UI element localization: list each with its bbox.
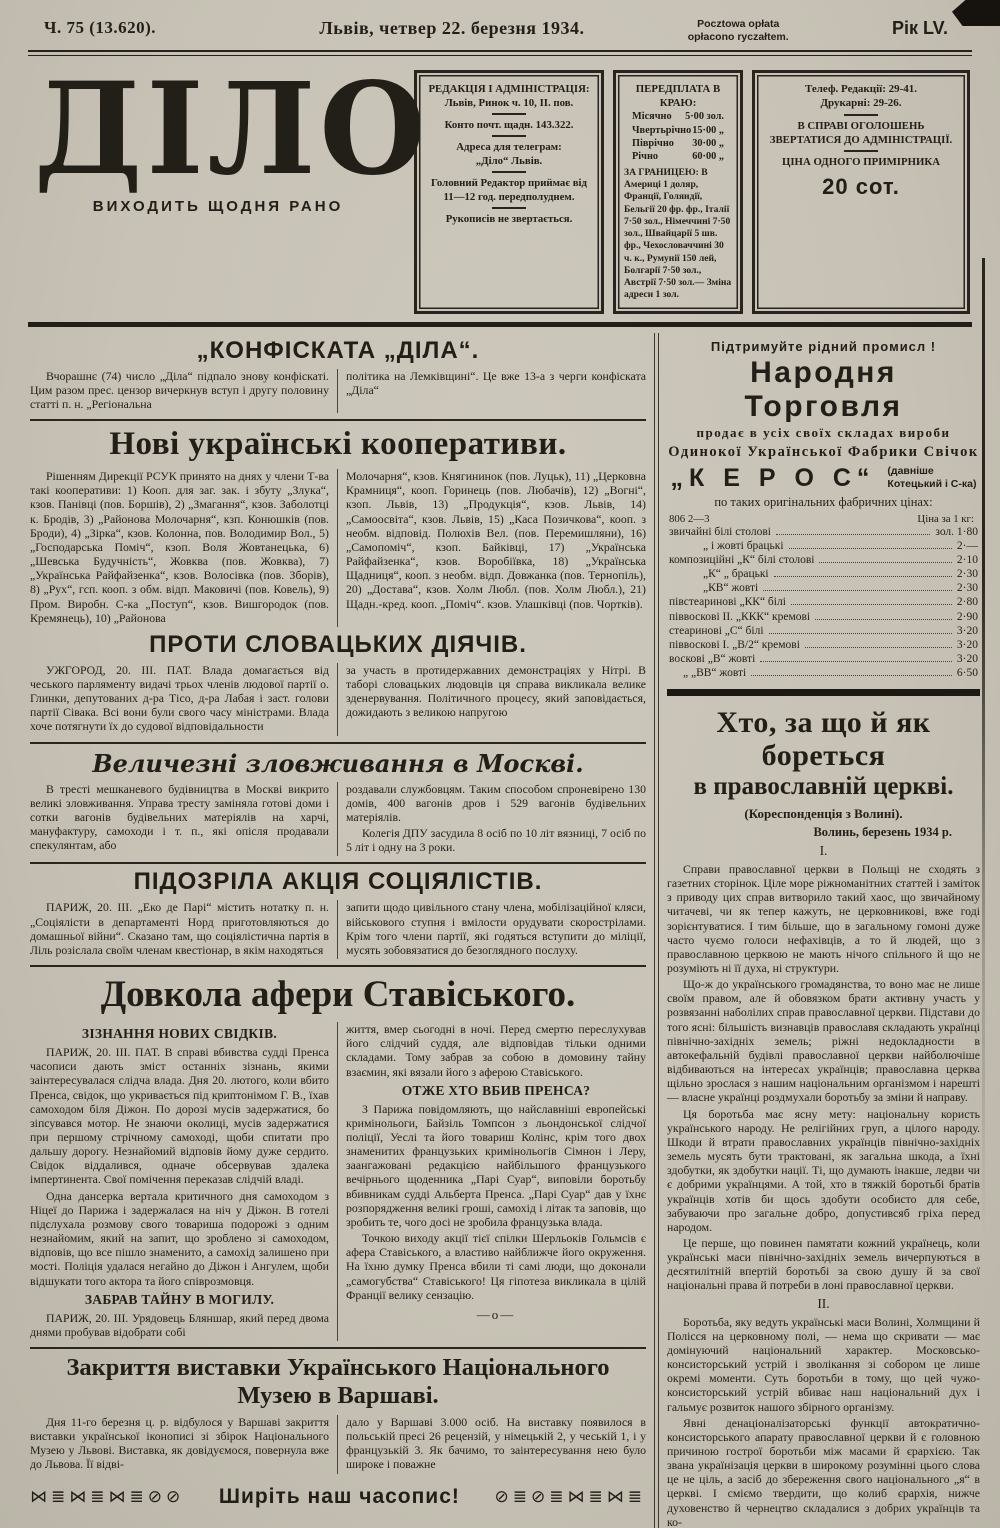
rate-label: Піврічно bbox=[632, 138, 674, 149]
dot-leader bbox=[819, 562, 951, 563]
column-1 bbox=[30, 1022, 338, 1341]
column-text: життя, вмер сьогодні в ночі. Перед смертю переслухував його слідчий суддя, але відповідав тільки одними складами. Тому забрав за собою в домовину тайну взаємин, які вязали його з аферою Ставіського. bbox=[346, 1022, 646, 1079]
price-row bbox=[669, 554, 978, 567]
postal-line-1: Pocztowa opłata bbox=[697, 18, 780, 30]
price-value: зол. 1·80 bbox=[935, 525, 978, 538]
article-columns bbox=[30, 663, 646, 736]
box-divider bbox=[492, 171, 526, 173]
dot-leader bbox=[789, 548, 952, 549]
article-stavisky bbox=[30, 973, 646, 1349]
box-divider bbox=[492, 135, 526, 137]
article-slovak bbox=[30, 631, 646, 744]
column-text: за участь в протидержавних демонстраціях у Нітрі. В таборі словацьких людовців ця справа викликала велике зденервування. Політичного процесу, який заповідається, дожидають з великою напругою bbox=[346, 662, 646, 720]
article-paragraph: Ця боротьба має ясну мету: національну користь українського народу. Не релігійних груп, а цілого народу. Шкоди й втрати православних українців північно-західніх земель мусять бути трактовані, як загальна шкода, а їхні здобутки, як здобутки нації. Ті, що думають інакше, ледви чи є добрими українцями. А той, хто в тяжкій боротьбі братів українців хотів би щось здобути особисто для себе, забуваючи про загальне добро, допустивсяб гріха перед народом. bbox=[667, 1106, 980, 1234]
ad-price-intro: по таких оригінальних фабричних цінах: bbox=[714, 494, 933, 509]
article-divider bbox=[30, 1347, 646, 1349]
logo-block bbox=[34, 53, 430, 313]
column-2 bbox=[338, 663, 646, 736]
price-label: воскові „В“ жовті bbox=[669, 652, 756, 665]
column-1 bbox=[30, 782, 338, 857]
column-text: дало у Варшаві 3.000 осіб. На виставку появилося в польській пресі 26 рецензій, у німецькій 2, у чеській 1, і у французькій 3. Як бачимо, то заінтересування нею було широке і поважне bbox=[346, 1415, 646, 1472]
dot-leader bbox=[805, 647, 952, 648]
headline-line-2: в православній церкві. bbox=[693, 772, 954, 800]
editorial-box bbox=[414, 70, 604, 313]
subheadline: ОТЖЕ ХТО ВБИВ ПРЕНСА? bbox=[401, 1082, 591, 1098]
article-paragraph: Що-ж до українського громадянства, то воно має не лише своїм правом, але й обовязком брати активну участь у розвязанні наболілих справ православної церкви. Підстави до того ясні: більшість визнавців православя складають українці північно-західніх земель; ріжні недокладности в автокефальній будівлі православної церкви найболючіше відбиваються на інтересах українців; православна церква щільно зрослася з нашим національним організмом і нарешті — власне українці роздмухали боротьбу за зміни й направу. bbox=[667, 977, 980, 1105]
rate-value: 5·00 зол. bbox=[685, 111, 724, 123]
postal-line-2: opłacono ryczałtem. bbox=[687, 30, 789, 43]
left-section bbox=[30, 333, 646, 1528]
rate-label: Річно bbox=[632, 151, 659, 163]
price-label: звичайні білі столові bbox=[669, 525, 771, 538]
headline: Закриття виставки Українського Національного Музею в Варшаві. bbox=[66, 1354, 610, 1410]
editorial-hours: Головний Редактор приймає від 11—12 год. передполуднем. bbox=[430, 177, 587, 204]
dot-leader bbox=[791, 604, 952, 605]
column-text: ПАРИЖ, 20. III. ПАТ. В справі вбивства судді Пренса часописи дають зміст останніх зізнань, якими заінтересувалася слідча влада. Дня 20. лютого, коли вбито Пренса, свідок, що укривається під криптонімом Г. В., їхав самоходом біля Діжон. По дорозі мусів задержатися, бо зіпсувався мотор. Не знаючи околиці, мусів задержатися при першому стрічному самоході, щоби спитати про дальшу дорогу. Незнайомий відповів йому дуже сердито. Свідок віддалився, одначе обсервував здалека імпертинента. Свої помічення переказав слідчій владі. bbox=[30, 1045, 329, 1187]
price-row bbox=[669, 611, 978, 624]
price-label: піввоскові II. „ККК“ кремові bbox=[669, 610, 811, 623]
subscription-title: ПЕРЕДПЛАТА В КРАЮ: bbox=[635, 83, 721, 110]
article-columns bbox=[30, 1415, 646, 1474]
column-2 bbox=[338, 782, 646, 857]
right-section bbox=[667, 333, 980, 1528]
headline: Величезні зловживання в Москві. bbox=[92, 748, 584, 778]
rate-value: 60·00 „ bbox=[692, 151, 724, 163]
column-text: УЖГОРОД, 20. III. ПАТ. Влада домагається від чеського парляменту видачі трьох членів людової партії о. Глинки, депутованих д-ра Тісо, д-ра Лабая і заст. голови партії Сівака. Всі вони були свого часу міністрами. Влада хоче потягнути їх до судової відповідальности bbox=[30, 662, 329, 734]
price-value: 6·50 bbox=[956, 667, 978, 680]
copy-price-label: ЦІНА ОДНОГО ПРИМІРНИКА bbox=[781, 155, 941, 168]
column-1 bbox=[30, 369, 338, 413]
price-value: 3·20 bbox=[956, 638, 978, 651]
article-paragraph: Явні денаціоналізаторські функції автократично-консисторського апарату православної церкви й є головною причиною гострої боротьби між масами й єрархією. Так звана українізація церкви в широкому розумінні цього слова це не ціль, а засіб до збереження свого національного „я“ в церкві. І сміємо твердити, що колиб єрархія, нижче духовенство й чернецтво складалися з добрих українців та ко- bbox=[667, 1415, 980, 1528]
box-divider bbox=[844, 114, 878, 116]
ad-title: Народня Торговля bbox=[744, 355, 903, 423]
column-text: запити щодо цивільного стану члена, мобілізаційної кляси, військового ступня і вмілости орудувати скорострілами. Крім того члени партії, які годяться вступити до міліції, мусять зобовязатися до безоглядного послуху. bbox=[346, 900, 646, 957]
column-1 bbox=[30, 1415, 338, 1474]
brand-note-1: (давніше bbox=[887, 465, 934, 478]
newspaper-logo: ДІЛО bbox=[34, 53, 430, 204]
price-label: композиційні „К“ білі столові bbox=[669, 553, 815, 566]
article-columns bbox=[30, 1022, 646, 1341]
article-columns bbox=[30, 782, 646, 857]
ad-slogan: Підтримуйте рідний промисл ! bbox=[710, 338, 937, 354]
price-value: 2·30 bbox=[956, 582, 978, 595]
ad-line-1: продає в усіх своїх складах вироби bbox=[696, 424, 951, 440]
ad-ref-number: 806 2—3 bbox=[669, 512, 710, 525]
article-konfiskata bbox=[30, 337, 646, 421]
price-label: півстеаринові „КК“ білі bbox=[669, 596, 786, 609]
column-text: Рішенням Дирекції РСУК принято на днях у члени Т-ва такі кооперативи: 1) Кооп. для заг. зак. і збуту „Злука“, кзов. Панівці (пов. Боршів), 2) „Змагання“, кзов. Заболотці к. Бродів, 3) „Районова Молочарня“, кзп. Конюшків (пов. Броди), 4) „Зірка“, кзов. Колонна, пов. Володимир Вол., 5) „Господарська Поміч“, кзоп. Воля Жовтанецька, 6) „Шевська Будучність“, Жовква (пов. Жовква), 7) „Українська Райфайзенка“, кзов. Волосівка (пов. Зборів), 8) „Рух“, гсп. кооп. з обм. відп. Маковичі (пов. Ковель), 9) Пром. Виробн. С-ка „Поступ“, кзов. Вишгородок (пов. Кремянець), 10) „Районова bbox=[30, 469, 329, 625]
top-header-row bbox=[0, 0, 1000, 47]
rate-row bbox=[624, 110, 732, 123]
article-dateline: Волинь, березень 1934 р. bbox=[813, 824, 952, 839]
rate-row bbox=[624, 124, 732, 137]
dot-leader bbox=[769, 633, 952, 634]
copy-price: 20 сот. bbox=[822, 173, 900, 199]
subscription-abroad: ЗА ГРАНИЦЕЮ: В Америці 1 доляр, Франції, Голяндії, Бельгії 20 фр. фр., Італії 7·50 зол., Німеччині 7·50 зол., Швайцарії 5 шв. фр., Чехословаччині 30 ч. к., Румунії 150 лей, Болгарії 7·50 зол., Австрії 7·50 зол.— Зміна адреси 1 зол. bbox=[624, 166, 732, 301]
price-label: „К“ „ брацькі bbox=[703, 568, 769, 581]
price-label: „КВ“ жовті bbox=[703, 582, 759, 595]
subheadline: ЗІЗНАННЯ НОВИХ СВІДКІВ. bbox=[81, 1026, 278, 1042]
headline: Нові українські кооперативи. bbox=[109, 426, 567, 463]
masthead bbox=[0, 53, 1000, 319]
price-row bbox=[669, 625, 978, 638]
article-columns bbox=[30, 369, 646, 413]
column-text: З Парижа повідомляють, що найславніші европейські кримінольоги, Байзіль Томпсон з льондонської слідчої поліції, Уеслі та його товариш Колінс, крім того двох знаменитих французьких кримінольогів Сімнон і Леру, заангажовані редакцією найбільшого французького вечірнього щоденника „Парі Суар“, виповіли боротьбу вбивникам судді Альберта Пренса. „Парі Суар“ дав у їхнє розпорядження великі гроші, самохід і літак та заповів, що зробить те, чого досі не зробила французька влада. bbox=[346, 1101, 646, 1229]
price-value: 3·20 bbox=[956, 624, 978, 637]
price-row bbox=[669, 639, 978, 652]
dot-leader bbox=[774, 576, 952, 577]
ornament-right-icon: ⊘≣⊘≣⋈≣⋈≣ bbox=[494, 1486, 646, 1507]
ornament-left-icon: ⋈≣⋈≣⋈≣⊘⊘ bbox=[30, 1486, 185, 1507]
price-label: „ „ВВ“ жовті bbox=[683, 667, 747, 680]
article-moscow bbox=[30, 749, 646, 865]
masthead-boxes bbox=[414, 70, 970, 313]
column-text: Колегія ДПУ засудила 8 осіб по 10 літ вязниці, 7 осіб по 5 літ і одну на 3 роки. bbox=[346, 826, 646, 855]
byline: (Кореспонденція з Волині). bbox=[744, 805, 903, 821]
article-church bbox=[667, 706, 980, 1528]
price-row bbox=[669, 667, 978, 680]
price-value: 2·80 bbox=[956, 596, 978, 609]
article-cooperatives bbox=[30, 426, 646, 627]
phone-editorial: Телеф. Редакції: 29-41. bbox=[804, 83, 918, 96]
editorial-manuscripts: Рукописів не звертається. bbox=[445, 213, 573, 226]
box-divider bbox=[844, 150, 878, 152]
column-2 bbox=[338, 369, 646, 413]
price-table bbox=[667, 526, 980, 680]
price-value: 3·20 bbox=[956, 652, 978, 665]
column-2 bbox=[338, 1022, 646, 1341]
price-row bbox=[669, 526, 978, 539]
price-table-head bbox=[667, 513, 980, 526]
ad-narodnia-torhovlia bbox=[667, 333, 980, 680]
editorial-account: Конто почт. щадн. 143.322. bbox=[444, 119, 574, 132]
article-divider bbox=[30, 419, 646, 421]
rate-row bbox=[624, 137, 732, 150]
price-row bbox=[669, 568, 978, 581]
column-1 bbox=[30, 900, 338, 959]
section-numeral: II. bbox=[817, 1295, 830, 1311]
ads-note: В СПРАВІ ОГОЛОШЕНЬ ЗВЕРТАТИСЯ ДО АДМІНІСТРАЦІЇ. bbox=[769, 119, 953, 146]
article-socialists bbox=[30, 868, 646, 967]
price-row bbox=[669, 653, 978, 666]
brand-name: „К Е Р О С“ bbox=[670, 463, 876, 492]
editorial-telegram-addr: „Діло“ Львів. bbox=[475, 155, 543, 168]
rate-label: Чвертьрічно bbox=[632, 124, 692, 136]
editorial-telegram-label: Адреса для телеграм: bbox=[456, 141, 562, 154]
price-row bbox=[669, 582, 978, 595]
box-divider bbox=[492, 207, 526, 209]
editorial-address: Львів, Ринок ч. 10, II. пов. bbox=[444, 97, 574, 110]
column-text: Вчорашнє (74) число „Діла“ підпало знову конфіскаті. Цим разом прес. цензор вичеркнув вступ і другу половину статті п. н. „Регіональна bbox=[30, 368, 329, 411]
headline: ПІДОЗРІЛА АКЦІЯ СОЦІЯЛІСТІВ. bbox=[133, 868, 543, 896]
box-divider bbox=[492, 113, 526, 115]
column-2 bbox=[338, 900, 646, 959]
promo-text: Ширіть наш часопис! bbox=[218, 1484, 460, 1508]
column-text: ПАРИЖ, 20. III. Урядовець Бляншар, який перед двома днями пробував відобрати собі bbox=[30, 1310, 329, 1339]
rate-value: 30·00 „ bbox=[692, 138, 724, 149]
article-columns bbox=[30, 469, 646, 627]
ad-brand-row bbox=[667, 464, 980, 493]
column-text: Одна дансерка вертала критичного дня самоходом з Ніцеї до Парижа і задержалася на ніч у Діжон. В готелі підслухала розмову свого товариша подорожі з одним незнайомим, який на запит, що зроблено зі самоходом, відповів, що все пішло знаменито, а самохід залишено при мості. Поліція удалася негайно до Діжон і Ангулем, щоби відшукати того актора та його співрозмовця. bbox=[30, 1188, 329, 1288]
brand-note-2: Котецький і С-ка) bbox=[887, 478, 977, 491]
issue-number: Ч. 75 (13.620). bbox=[44, 18, 157, 37]
rate-label: Місячно bbox=[632, 111, 672, 123]
price-value: 2·— bbox=[956, 539, 978, 552]
column-text: Точкою виходу акції тієї спілки Шерльоків Гольмсів є афера Ставіського, а властиво найближче його окруження. На їхню думку Пренса вбили ті самі люди, що доконали „самогубства“ Ставіського! Ця гіпотеза викликала в цілій Франції велику сензацію. bbox=[346, 1231, 646, 1302]
price-label: „ і жовті брацькі bbox=[703, 539, 784, 552]
price-row bbox=[669, 540, 978, 553]
page-edge-line bbox=[982, 258, 985, 1238]
price-value: 2·30 bbox=[956, 568, 978, 581]
column-text: політика на Лемківщині“. Це вже 13-а з черги конфіската „Діла“ bbox=[346, 368, 646, 397]
article-divider bbox=[30, 862, 646, 864]
headline: ПРОТИ СЛОВАЦЬКИХ ДІЯЧІВ. bbox=[149, 630, 527, 658]
dot-leader bbox=[760, 661, 952, 662]
price-value: 2·10 bbox=[956, 553, 978, 566]
article-paragraph: Це перше, що повинен памятати кожний українець, коли українські маси північно-західніх земель вичерпуються в десятилітній впертій боротьбі за свою душу й за свої національні права й потреби в лоні православної церкви. bbox=[667, 1235, 980, 1293]
column-text: роздавали службовцям. Таким способом спроневірено 130 домів, 400 вагонів дров і 529 вагонів будівельних матеріялів. bbox=[346, 781, 646, 824]
price-label: стеаринові „С“ білі bbox=[669, 624, 764, 637]
dot-leader bbox=[763, 590, 952, 591]
price-label: піввоскові I. „В/2“ кремові bbox=[669, 638, 800, 651]
phone-print: Друкарні: 29-26. bbox=[820, 97, 902, 110]
article-divider bbox=[30, 742, 646, 744]
article-warsaw bbox=[30, 1354, 646, 1474]
price-row bbox=[669, 596, 978, 609]
brand-note bbox=[887, 465, 976, 491]
column-text: Дня 11-го березня ц. р. відбулося у Варшаві закриття виставки української іконописі зі збірок Національного Музею у Львові. Виставка, як довідуємося, повернула вже до Львова. Її відві- bbox=[30, 1415, 329, 1472]
publication-year: Рік LV. bbox=[891, 18, 948, 38]
page-content bbox=[0, 327, 1000, 1528]
logo-subtitle: ВИХОДИТЬ ЩОДНЯ РАНО bbox=[92, 198, 344, 216]
section-numeral: I. bbox=[819, 842, 828, 858]
column-2 bbox=[338, 469, 646, 627]
headline-line-1: Хто, за що й як бореться bbox=[716, 705, 931, 773]
article-columns bbox=[30, 900, 646, 959]
page-dateline: Львів, четвер 22. березня 1934. bbox=[319, 18, 585, 38]
subheadline: ЗАБРАВ ТАЙНУ В МОГИЛУ. bbox=[84, 1291, 275, 1307]
column-text: ПАРИЖ, 20. III. „Еко де Парі“ містить нотатку п. н. „Соціялісти в департаменті Норд приготовляються до домашньої війни“. Сказано там, що соціялістична партія в Ліль розіслала своїм членам квестіонар, в якім находяться bbox=[30, 900, 329, 957]
column-text: Молочарня“, кзов. Княгининок (пов. Луцьк), 11) „Церковна Крамниця“, кооп. Горинець (пов. Любачів), 12) „Вогні“, кзоп. Львів, 13) „Продукція“, кзов. Львів, 14) „Самоосвіта“, кзов. Львів, 15) „Каса Позичкова“, кооп. з необм. відповід. Полюхів Вел. (пов. Перемишляни), 16) „Самопоміч“, кзоп. Байківці, 17) „Українська Райфайзенка“, кзов. Воробіївка, 18) „Українська Щадниця“, кооп. з необм. відп. Довжанка (пов. Тернопіль), 20) „Достава“, кзов. Холм Любл. (пов. Холм Любл.), 21) Щадн.-кред. кооп. „Поміч“. кзов. Улашківці (пов. Чортків). bbox=[346, 469, 646, 611]
postal-note bbox=[688, 18, 789, 43]
ad-line-2: Одинокої Української Фабрики Свічок bbox=[668, 443, 979, 460]
column-1 bbox=[30, 663, 338, 736]
promo-banner bbox=[30, 1483, 646, 1509]
column-separator bbox=[654, 333, 659, 1528]
article-paragraph: Боротьба, яку ведуть українські маси Волині, Холмщини й Полісся на церковному полі, — нема що скривати — має домінуючий національний характер. Московсько-консисторський устрій і зволікання зі собором це лише окремі моменти. Суть боротьби в тому, що цей чужо-консисторський устрій вбиває наш національний дух і гальмує розвиток нашого збірного організму. bbox=[667, 1314, 980, 1414]
end-ornament: —о— bbox=[476, 1306, 516, 1322]
subscription-box bbox=[613, 70, 743, 313]
rate-value: 15·00 „ bbox=[692, 124, 724, 136]
dot-leader bbox=[815, 619, 952, 620]
rate-row bbox=[624, 150, 732, 163]
headline: Довкола афери Ставіського. bbox=[100, 974, 576, 1016]
section-bar bbox=[667, 689, 980, 696]
column-2 bbox=[338, 1415, 646, 1474]
headline: „КОНФІСКАТА „ДІЛА“. bbox=[196, 336, 480, 364]
column-1 bbox=[30, 469, 338, 627]
editorial-title: РЕДАКЦІЯ І АДМІНІСТРАЦІЯ: bbox=[428, 83, 590, 96]
article-paragraph: Справи православної церкви в Польщі не сходять з газетних сторінок. Ціле море ріжноманітних статтей і заміток з приводу цих справ витворило такий хаос, що звичайному читачеві, чи як тепер кажуть, не церковникові, вже годі зорієнтуватися. І тим більше, що в загальному гомоні дуже часто чуємо голоси нефахівців, а то й людей, що з православною церквою не мають нічого спільного й що не розуміють ні її духа, ні структури. bbox=[667, 861, 980, 975]
dot-leader bbox=[751, 675, 952, 676]
price-value: 2·90 bbox=[956, 610, 978, 623]
dot-leader bbox=[776, 534, 930, 535]
column-text: В тресті мешканевого будівництва в Москві викрито великі зловживання. Управа тресту заміняла готові доми і сотки вагонів будівельних матеріялів на харчі, мануфактуру, самоходи і т. п., які опісля продавали спекулянтам, або bbox=[30, 781, 329, 853]
article-divider bbox=[30, 965, 646, 967]
price-unit-label: Ціна за 1 кг: bbox=[917, 512, 974, 525]
contact-box bbox=[752, 70, 970, 313]
